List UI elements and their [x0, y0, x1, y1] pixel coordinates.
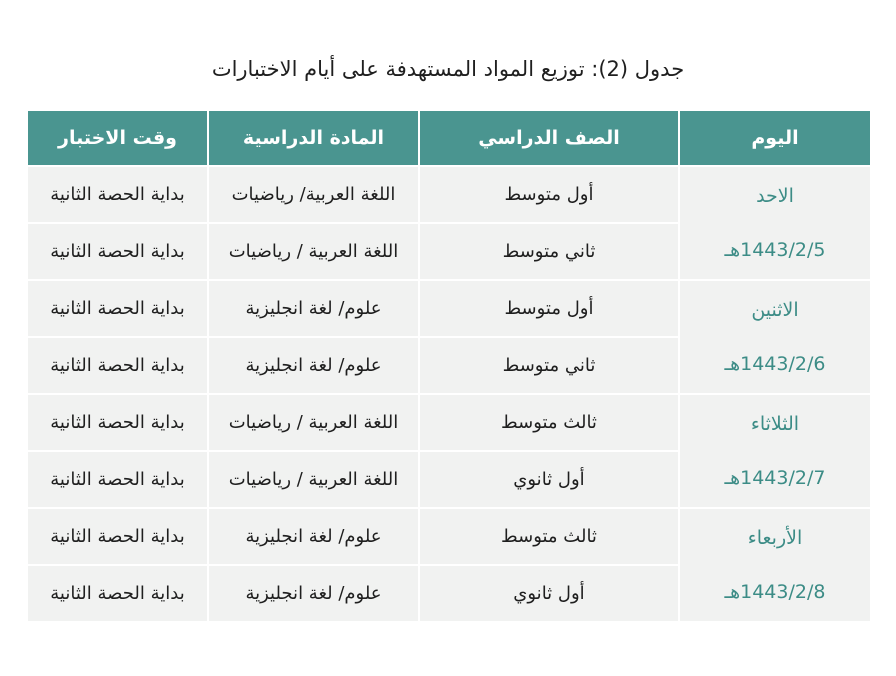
exam-schedule-table [26, 109, 872, 623]
subject-cell: علوم/ لغة انجليزية [209, 509, 418, 564]
time-cell: بداية الحصة الثانية [28, 224, 207, 279]
header-grade: الصف الدراسي [420, 111, 678, 165]
table-row [28, 395, 870, 450]
header-row [28, 111, 870, 165]
subject-cell: علوم/ لغة انجليزية [209, 281, 418, 336]
day-date: 1443/2/5هـ [724, 239, 826, 261]
time-cell: بداية الحصة الثانية [28, 281, 207, 336]
day-cell [680, 509, 870, 621]
time-cell: بداية الحصة الثانية [28, 167, 207, 222]
day-cell [680, 395, 870, 507]
subject-cell: علوم/ لغة انجليزية [209, 338, 418, 393]
time-cell: بداية الحصة الثانية [28, 338, 207, 393]
time-cell: بداية الحصة الثانية [28, 452, 207, 507]
day-name: الاثنين [751, 299, 799, 321]
grade-cell: ثالث متوسط [420, 395, 678, 450]
day-name: الأربعاء [747, 527, 803, 549]
day-name: الثلاثاء [750, 413, 800, 435]
subject-cell: اللغة العربية / رياضيات [209, 452, 418, 507]
table-caption: جدول (2): توزيع المواد المستهدفة على أيام الاختبارات [211, 57, 685, 81]
day-cell [680, 167, 870, 279]
grade-cell: ثالث متوسط [420, 509, 678, 564]
time-cell: بداية الحصة الثانية [28, 509, 207, 564]
subject-cell: اللغة العربية / رياضيات [209, 395, 418, 450]
grade-cell: أول ثانوي [420, 566, 678, 621]
day-date: 1443/2/8هـ [724, 581, 826, 603]
day-date: 1443/2/6هـ [724, 353, 826, 375]
table-row [28, 281, 870, 336]
header-time: وقت الاختبار [28, 111, 207, 165]
header-subject: المادة الدراسية [209, 111, 418, 165]
subject-cell: علوم/ لغة انجليزية [209, 566, 418, 621]
day-name: الاحد [756, 185, 794, 207]
time-cell: بداية الحصة الثانية [28, 566, 207, 621]
header-day: اليوم [680, 111, 870, 165]
subject-cell: اللغة العربية / رياضيات [209, 224, 418, 279]
grade-cell: أول متوسط [420, 167, 678, 222]
table-row [28, 509, 870, 564]
time-cell: بداية الحصة الثانية [28, 395, 207, 450]
day-cell [680, 281, 870, 393]
grade-cell: أول متوسط [420, 281, 678, 336]
subject-cell: اللغة العربية/ رياضيات [209, 167, 418, 222]
day-date: 1443/2/7هـ [724, 467, 826, 489]
grade-cell: ثاني متوسط [420, 338, 678, 393]
grade-cell: ثاني متوسط [420, 224, 678, 279]
table-row [28, 167, 870, 222]
grade-cell: أول ثانوي [420, 452, 678, 507]
